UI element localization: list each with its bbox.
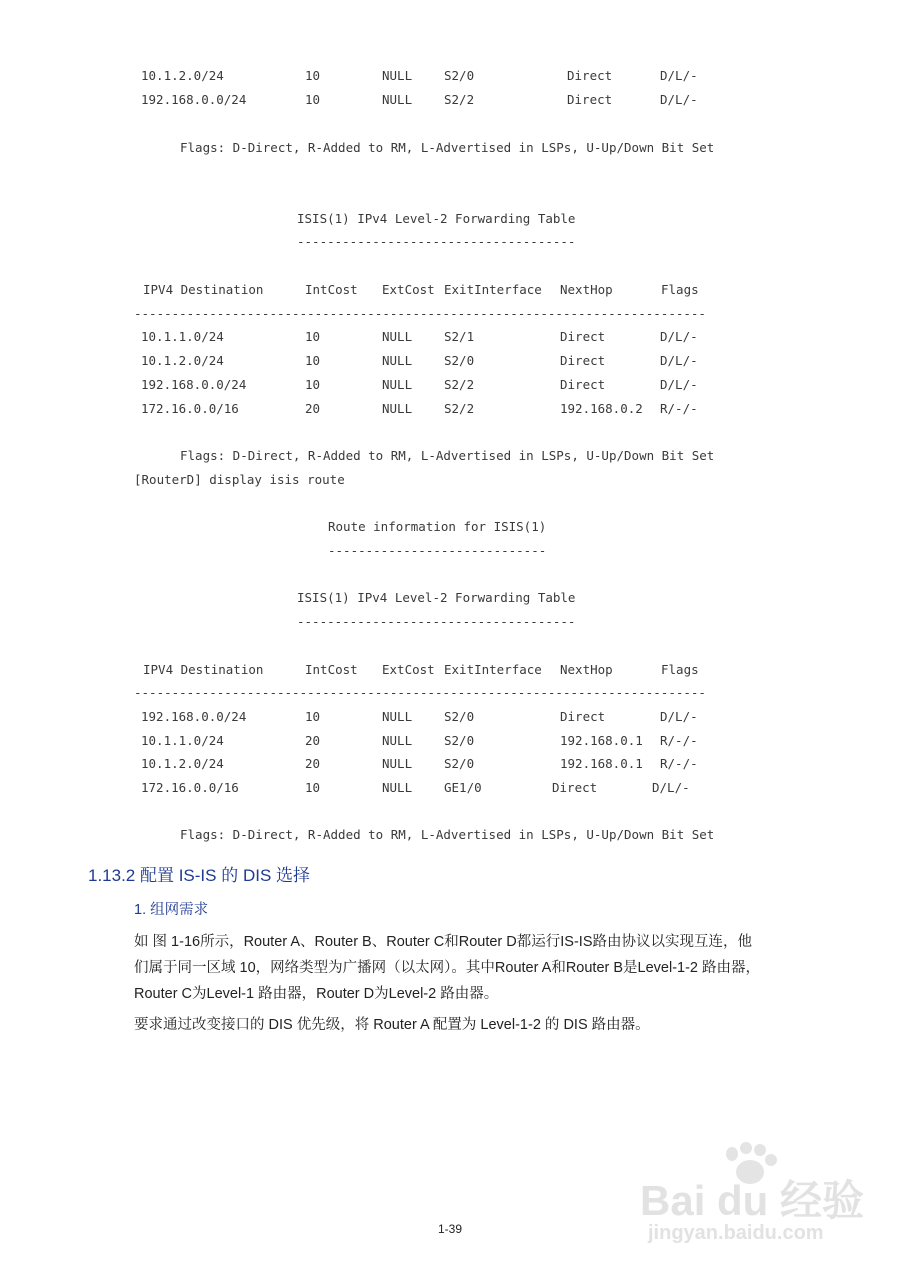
cell-extcost: NULL xyxy=(382,709,413,724)
cell-destination: 10.1.2.0/24 xyxy=(141,68,224,83)
header-destination: IPV4 Destination xyxy=(143,662,264,677)
header-extcost: ExtCost xyxy=(382,282,435,297)
cell-flags: D/L/- xyxy=(660,92,698,107)
cell-nexthop: Direct xyxy=(567,68,613,83)
cell-nexthop: Direct xyxy=(552,780,598,795)
cell-extcost: NULL xyxy=(382,92,413,107)
cell-interface: S2/1 xyxy=(444,329,475,344)
cell-nexthop: Direct xyxy=(560,329,606,344)
header-nexthop: NextHop xyxy=(560,662,613,677)
cell-destination: 10.1.1.0/24 xyxy=(141,329,224,344)
flags-note: Flags: D-Direct, R-Added to RM, L-Advertised in LSPs, U-Up/Down Bit Set xyxy=(180,140,715,155)
header-nexthop: NextHop xyxy=(560,282,613,297)
header-destination: IPV4 Destination xyxy=(143,282,264,297)
header-intcost: IntCost xyxy=(305,282,358,297)
header-exitinterface: ExitInterface xyxy=(444,662,542,677)
cell-interface: S2/2 xyxy=(444,377,475,392)
cell-extcost: NULL xyxy=(382,377,413,392)
flags-note: Flags: D-Direct, R-Added to RM, L-Advertised in LSPs, U-Up/Down Bit Set xyxy=(180,827,715,842)
cell-flags: R/-/- xyxy=(660,401,698,416)
cell-intcost: 10 xyxy=(305,377,321,392)
title-rule: ------------------------------------- xyxy=(297,234,576,249)
table-title: ISIS(1) IPv4 Level-2 Forwarding Table xyxy=(297,590,576,605)
table-rule: ---------------------------------------------------------------------------- xyxy=(134,306,706,321)
cell-destination: 172.16.0.0/16 xyxy=(141,401,239,416)
header-flags: Flags xyxy=(661,282,699,297)
cell-destination: 10.1.2.0/24 xyxy=(141,756,224,771)
cell-nexthop: 192.168.0.1 xyxy=(560,733,643,748)
cell-flags: R/-/- xyxy=(660,756,698,771)
watermark-url: jingyan.baidu.com xyxy=(648,1222,824,1244)
cell-interface: S2/0 xyxy=(444,756,475,771)
cell-intcost: 10 xyxy=(305,68,321,83)
cell-nexthop: Direct xyxy=(560,709,606,724)
cell-nexthop: Direct xyxy=(560,353,606,368)
cell-flags: D/L/- xyxy=(660,709,698,724)
header-exitinterface: ExitInterface xyxy=(444,282,542,297)
cell-extcost: NULL xyxy=(382,329,413,344)
table-rule: ---------------------------------------------------------------------------- xyxy=(134,685,706,700)
cell-destination: 192.168.0.0/24 xyxy=(141,377,247,392)
sub-heading: 1. 组网需求 xyxy=(134,902,209,918)
cell-interface: S2/0 xyxy=(444,709,475,724)
cell-intcost: 10 xyxy=(305,709,321,724)
cell-interface: S2/0 xyxy=(444,68,475,83)
section-heading: 1.13.2 配置 IS-IS 的 DIS 选择 xyxy=(88,866,311,885)
cell-extcost: NULL xyxy=(382,756,413,771)
watermark-brand: Bai du 经验 xyxy=(640,1177,865,1224)
paragraph-line: 如 图 1-16所示，Router A、Router B、Router C和Router D都运行IS-IS路由协议以实现互连，他 xyxy=(134,934,752,950)
route-info-title: Route information for ISIS(1) xyxy=(328,519,547,534)
cell-interface: S2/2 xyxy=(444,401,475,416)
cell-interface: S2/0 xyxy=(444,733,475,748)
cell-intcost: 20 xyxy=(305,401,321,416)
paragraph-line: 要求通过改变接口的 DIS 优先级，将 Router A 配置为 Level-1-2 的 DIS 路由器。 xyxy=(134,1017,650,1033)
cell-intcost: 10 xyxy=(305,353,321,368)
cell-nexthop: 192.168.0.2 xyxy=(560,401,643,416)
cell-extcost: NULL xyxy=(382,733,413,748)
cell-flags: D/L/- xyxy=(660,353,698,368)
cell-intcost: 10 xyxy=(305,92,321,107)
cell-destination: 10.1.1.0/24 xyxy=(141,733,224,748)
header-intcost: IntCost xyxy=(305,662,358,677)
cell-intcost: 20 xyxy=(305,733,321,748)
paragraph-line: Router C为Level-1 路由器，Router D为Level-2 路由器。 xyxy=(134,986,499,1002)
cell-extcost: NULL xyxy=(382,780,413,795)
cell-flags: D/L/- xyxy=(652,780,690,795)
cell-flags: R/-/- xyxy=(660,733,698,748)
cell-destination: 10.1.2.0/24 xyxy=(141,353,224,368)
cell-flags: D/L/- xyxy=(660,329,698,344)
cell-interface: GE1/0 xyxy=(444,780,482,795)
cli-command: [RouterD] display isis route xyxy=(134,472,345,487)
cell-extcost: NULL xyxy=(382,353,413,368)
cell-flags: D/L/- xyxy=(660,68,698,83)
header-flags: Flags xyxy=(661,662,699,677)
cell-destination: 192.168.0.0/24 xyxy=(141,92,247,107)
page-number: 1-39 xyxy=(438,1222,463,1236)
cell-flags: D/L/- xyxy=(660,377,698,392)
header-extcost: ExtCost xyxy=(382,662,435,677)
cell-nexthop: Direct xyxy=(560,377,606,392)
cell-intcost: 10 xyxy=(305,329,321,344)
cell-intcost: 20 xyxy=(305,756,321,771)
title-rule: ------------------------------------- xyxy=(297,614,576,629)
cell-destination: 192.168.0.0/24 xyxy=(141,709,247,724)
cell-extcost: NULL xyxy=(382,68,413,83)
cell-nexthop: 192.168.0.1 xyxy=(560,756,643,771)
cell-interface: S2/2 xyxy=(444,92,475,107)
flags-note: Flags: D-Direct, R-Added to RM, L-Advertised in LSPs, U-Up/Down Bit Set xyxy=(180,448,715,463)
paragraph-line: 们属于同一区域 10，网络类型为广播网（以太网）。其中Router A和Router B是Level-1-2 路由器， xyxy=(134,960,761,976)
cell-interface: S2/0 xyxy=(444,353,475,368)
cell-extcost: NULL xyxy=(382,401,413,416)
cell-nexthop: Direct xyxy=(567,92,613,107)
cell-destination: 172.16.0.0/16 xyxy=(141,780,239,795)
route-info-rule: ----------------------------- xyxy=(328,543,547,558)
cell-intcost: 10 xyxy=(305,780,321,795)
table-title: ISIS(1) IPv4 Level-2 Forwarding Table xyxy=(297,211,576,226)
